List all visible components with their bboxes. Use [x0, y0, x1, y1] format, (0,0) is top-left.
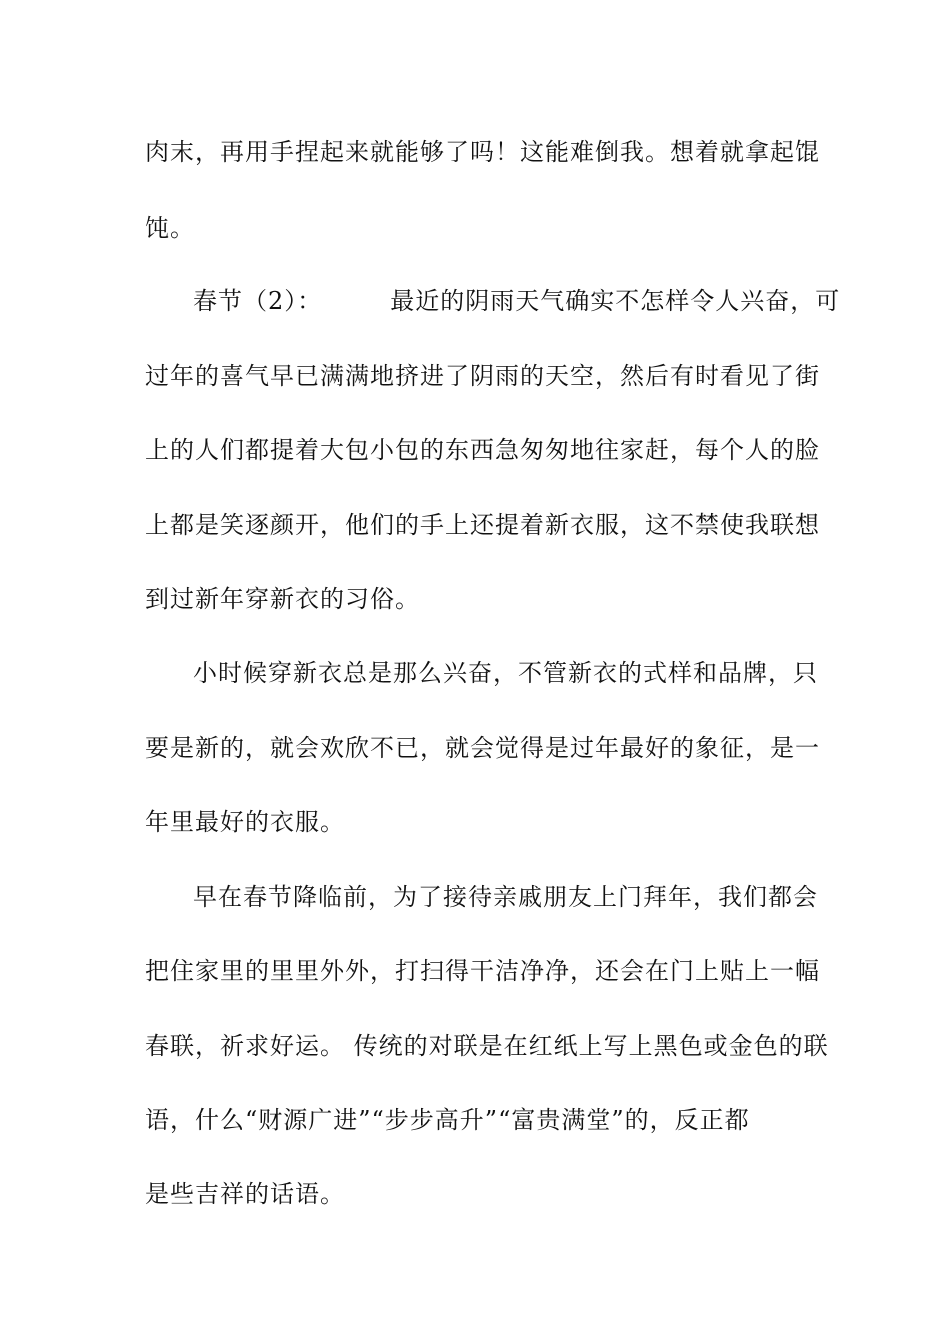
text-line: 过年的喜气早已满满地挤进了阴雨的天空，然后有时看见了街	[145, 362, 820, 390]
paragraph-start-line: 早在春节降临前，为了接待亲戚朋友上门拜年，我们都会	[193, 883, 818, 911]
text-line: 把住家里的里里外外，打扫得干洁净净，还会在门上贴上一幅	[145, 957, 820, 985]
text-line: 到过新年穿新衣的习俗。	[145, 585, 420, 613]
text-line: 上的人们都提着大包小包的东西急匆匆地往家赶，每个人的脸	[145, 436, 820, 464]
text-line: 要是新的，就会欢欣不已，就会觉得是过年最好的象征，是一	[145, 734, 820, 762]
text-line: 年里最好的衣服。	[145, 808, 345, 836]
text-line: 肉末，再用手捏起来就能够了吗！这能难倒我。想着就拿起馄	[145, 138, 820, 166]
section-heading-line	[193, 285, 841, 317]
text-line: 是些吉祥的话语。	[145, 1180, 345, 1208]
text-line: 语，什么“财源广进”“步步高升”“富贵满堂”的，反正都	[145, 1106, 750, 1134]
paragraph-start-line: 小时候穿新衣总是那么兴奋，不管新衣的式样和品牌，只	[193, 659, 818, 687]
text-line: 春联，祈求好运。 传统的对联是在红纸上写上黑色或金色的联	[145, 1032, 829, 1060]
text-line: 最近的阴雨天气确实不怎样令人兴奋，可	[390, 287, 841, 315]
text-line: 饨。	[145, 214, 195, 242]
text-line: 上都是笑逐颜开，他们的手上还提着新衣服，这不禁使我联想	[145, 511, 820, 539]
section-heading: 春节（2）：	[193, 287, 323, 315]
